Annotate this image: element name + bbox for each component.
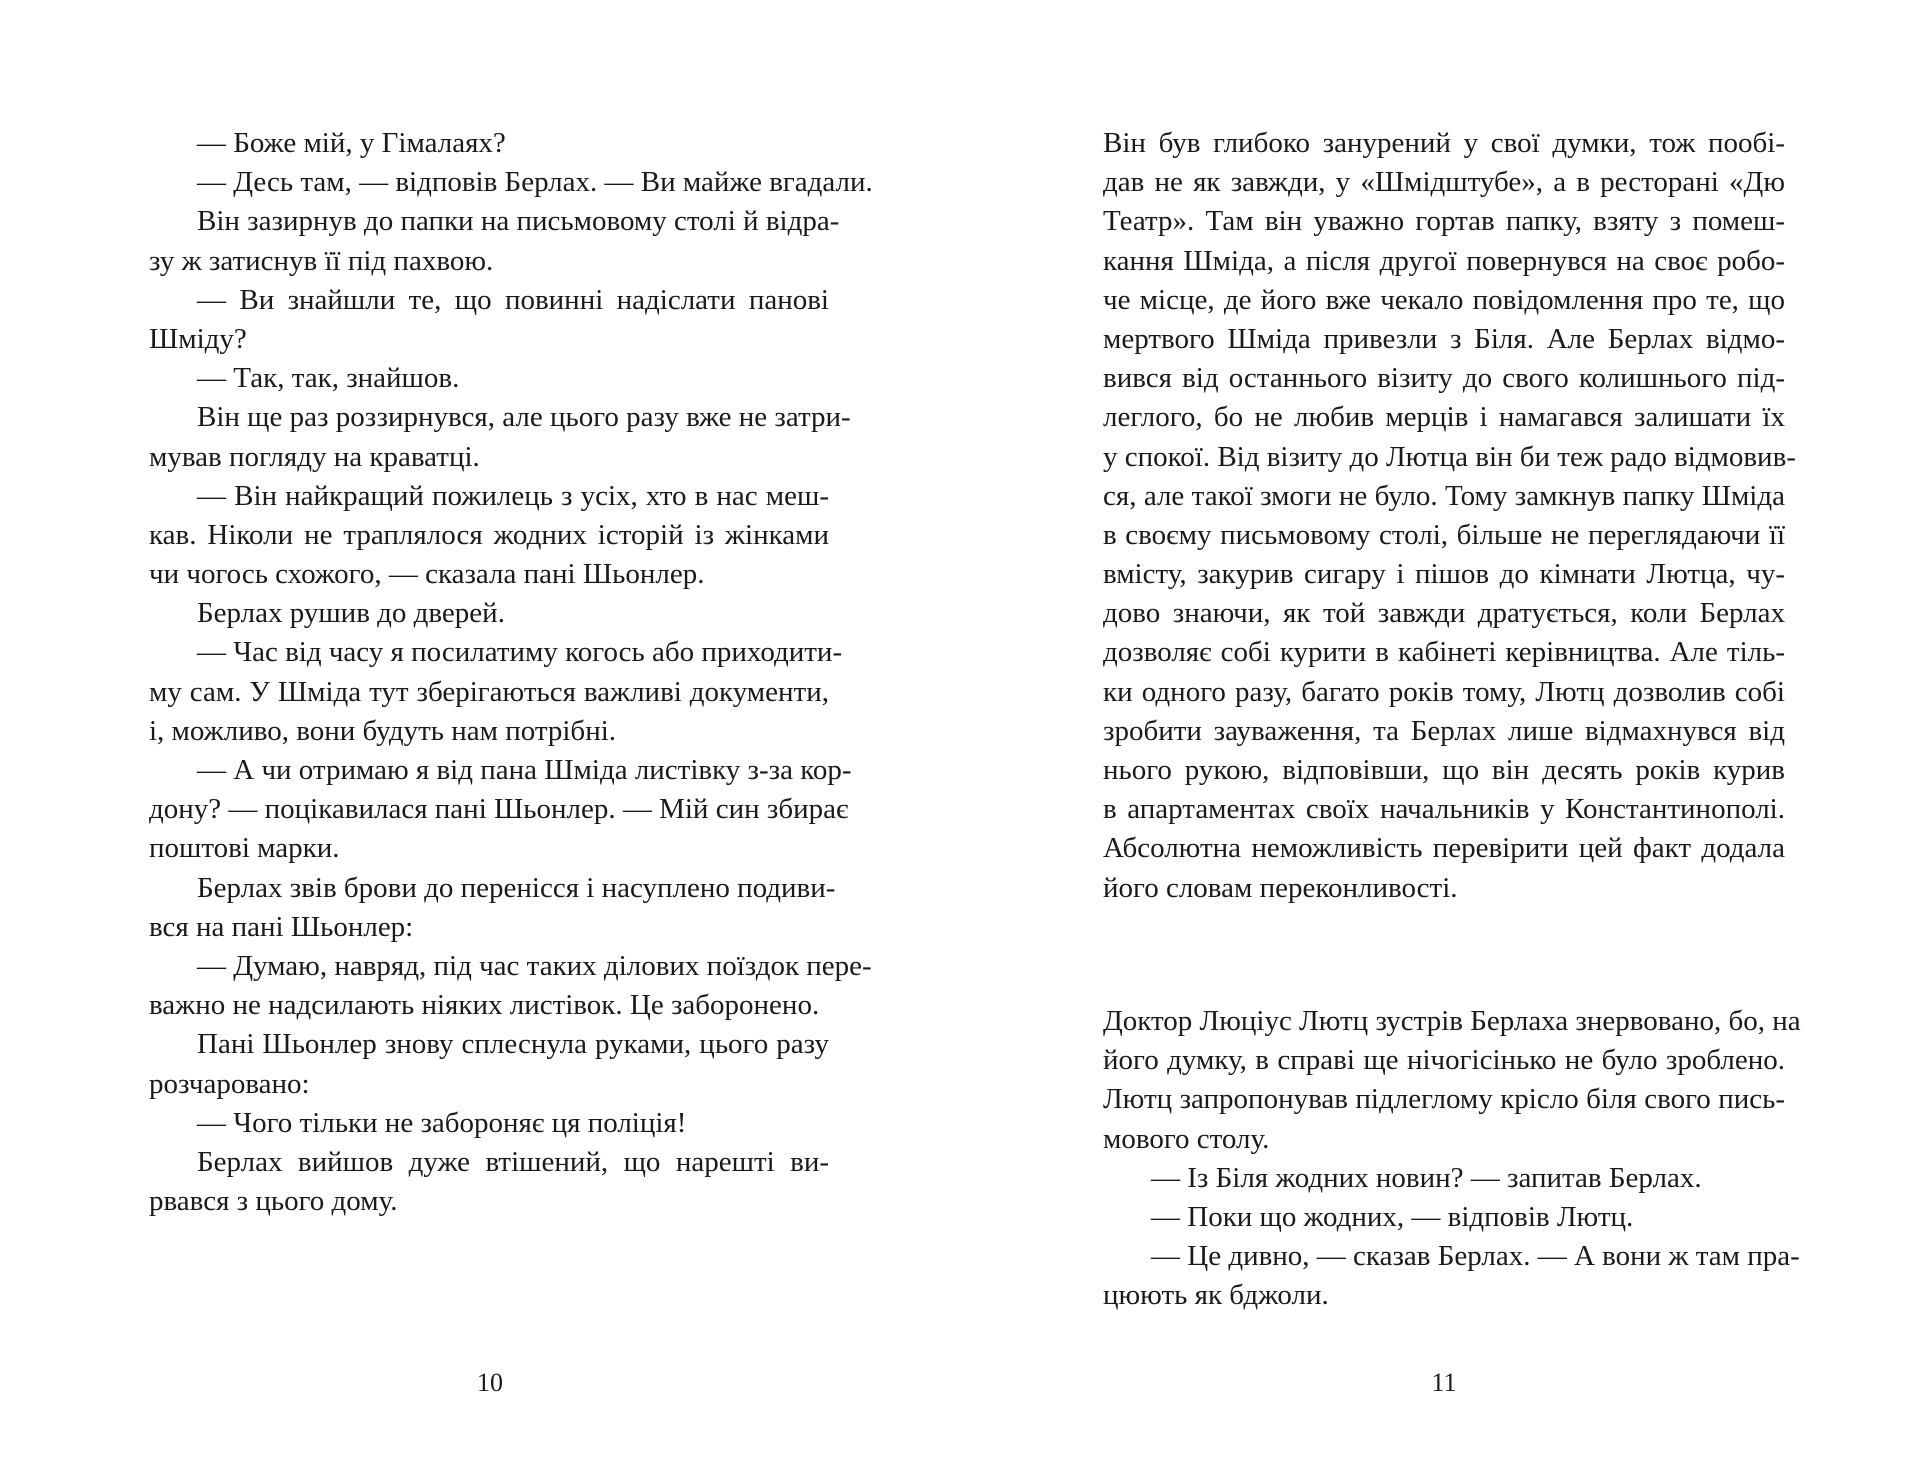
text-line: поштові марки.	[149, 832, 340, 865]
text-line: Абсолютна неможливість перевірити цей факт додала	[1103, 832, 1785, 865]
text-line: — Він найкращий пожилець з усіх, хто в нас меш-	[197, 479, 829, 512]
text-line: — Так, так, знайшов.	[197, 362, 460, 395]
text-line: — Це дивно, — сказав Берлах. — А вони ж там пра-	[1151, 1240, 1800, 1273]
text-line: — А чи отримаю я від пана Шміда листівку з-за кор-	[197, 754, 852, 786]
text-line: Шміду?	[149, 322, 247, 355]
text-line: розчаровано:	[149, 1067, 310, 1100]
text-line: кання Шміда, а після другої повернувся на своє робо-	[1103, 244, 1785, 277]
text-line: Пані Шьонлер знову сплеснула руками, цього разу	[197, 1028, 829, 1061]
text-line: — Десь там, — відповів Берлах. — Ви майже вгадали.	[197, 166, 873, 199]
text-line: і, можливо, вони будуть нам потрібні.	[149, 714, 617, 747]
text-line: Він був глибоко занурений у свої думки, тож пообі-	[1103, 127, 1785, 159]
text-line: дону? — поцікавилася пані Шьонлер. — Мій син збирає	[149, 793, 849, 826]
text-line: вився від останнього візиту до свого колишнього під-	[1103, 362, 1785, 395]
text-line: мового столу.	[1103, 1122, 1270, 1155]
text-line: нього рукою, відповівши, що він десять років курив	[1103, 754, 1785, 786]
text-line: в апартаментах своїх начальників у Константинополі.	[1103, 793, 1785, 826]
text-line: Берлах рушив до дверей.	[197, 597, 505, 630]
text-line: — Боже мій, у Гімалаях?	[197, 127, 506, 159]
text-line: його думку, в справі ще нічогісінько не було зроблено.	[1103, 1044, 1785, 1077]
text-line: дово знаючи, як той завжди дратується, коли Берлах	[1103, 597, 1785, 630]
left-page-text	[149, 124, 873, 1221]
text-line: че місце, де його вже чекало повідомлення про те, що	[1103, 283, 1785, 316]
text-line: — Чого тільки не забороняє ця поліція!	[197, 1106, 687, 1139]
text-line: Лютц запропонував підлеглому крісло біля свого пись-	[1103, 1083, 1785, 1116]
text-line: — Думаю, навряд, під час таких ділових поїздок пере-	[197, 949, 872, 982]
page-number: 11	[1431, 1368, 1457, 1397]
text-line: кав. Ніколи не траплялося жодних історій із жінками	[149, 518, 829, 551]
text-line: важно не надсилають ніяких листівок. Це заборонено.	[149, 989, 820, 1022]
text-line: Берлах звів брови до перенісся і насуплено подиви-	[197, 871, 836, 904]
text-line: рвався з цього дому.	[149, 1185, 398, 1218]
text-line: дозволяє собі курити в кабінеті керівництва. Але тіль-	[1103, 636, 1785, 669]
text-line: — Із Біля жодних новин? — запитав Берлах.	[1151, 1161, 1702, 1194]
text-line: Доктор Люціус Лютц зустрів Берлаха знервовано, бо, на	[1103, 1005, 1801, 1037]
text-line: вся на пані Шьонлер:	[149, 910, 414, 943]
text-line: зу ж затиснув її під пахвою.	[149, 244, 494, 277]
text-line: леглого, бо не любив мерців і намагався залишати їх	[1103, 401, 1785, 434]
page-number: 10	[477, 1368, 503, 1397]
text-line: — Ви знайшли те, що повинні надіслати панові	[197, 283, 829, 316]
right-page-text-block-2	[1103, 1002, 1801, 1316]
text-line: в своєму письмовому столі, більше не переглядаючи її	[1103, 518, 1785, 551]
text-line: зробити зауваження, та Берлах лише відмахнувся від	[1103, 714, 1785, 747]
text-line: Він ще раз роззирнувся, але цього разу вже не затри-	[197, 401, 851, 434]
text-line: Берлах вийшов дуже втішений, що нарешті ви-	[197, 1145, 829, 1178]
right-page	[960, 0, 1920, 1477]
text-line: його словам переконливості.	[1103, 871, 1458, 904]
text-line: — Поки що жодних, — відповів Лютц.	[1151, 1200, 1634, 1233]
text-line: у спокої. Від візиту до Лютца він би теж радо відмовив-	[1103, 440, 1796, 473]
right-page-text-block-1	[1103, 124, 1796, 908]
text-line: дав не як завжди, у «Шмідштубе», а в ресторані «Дю	[1103, 166, 1785, 199]
text-line: ся, але такої змоги не було. Тому замкнув папку Шміда	[1103, 479, 1785, 512]
text-line: му сам. У Шміда тут зберігаються важливі документи,	[149, 675, 829, 708]
text-line: — Час від часу я посилатиму когось або приходити-	[197, 636, 843, 669]
text-line: вмісту, закурив сигару і пішов до кімнати Лютца, чу-	[1103, 558, 1785, 591]
text-line: ки одного разу, багато років тому, Лютц дозволив собі	[1103, 675, 1785, 708]
text-line: мертвого Шміда привезли з Біля. Але Берлах відмо-	[1103, 322, 1785, 355]
text-line: мував погляду на краватці.	[149, 440, 480, 473]
text-line: Театр». Там він уважно гортав папку, взяту з помеш-	[1103, 205, 1785, 238]
text-line: цюють як бджоли.	[1103, 1279, 1329, 1312]
text-line: Він зазирнув до папки на письмовому столі й відра-	[197, 205, 840, 238]
text-line: чи чогось схожого, — сказала пані Шьонлер.	[149, 558, 705, 591]
